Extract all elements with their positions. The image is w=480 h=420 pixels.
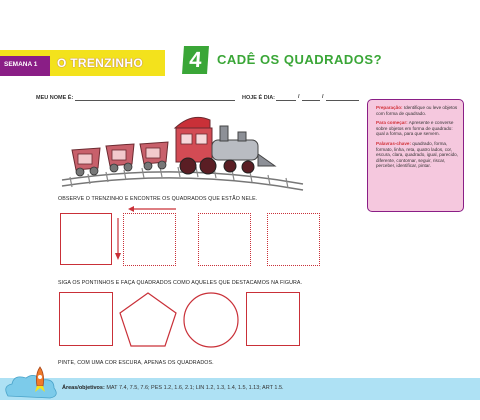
- section-title: O TRENZINHO: [57, 56, 143, 70]
- train-illustration: [60, 110, 305, 192]
- objectives-text: Áreas/objetivos: MAT 7.4, 7.5, 7.6; PES 1.2, 1.6, 2.1; LIN 1.2, 1.3, 1.4, 1.5, 1.13; ART 1.5.: [62, 385, 284, 391]
- dotted-square-trace[interactable]: [123, 213, 176, 266]
- date-year-line[interactable]: [326, 100, 359, 101]
- name-label: MEU NOME É:: [36, 95, 74, 101]
- start-note: Para começar: Apresente e converse sobre objetos em forma de quadrado: qual a forma, para que servem.: [376, 120, 454, 137]
- dotted-square-trace[interactable]: [267, 213, 320, 266]
- date-label: HOJE É DIA:: [242, 95, 276, 101]
- shape-circle[interactable]: [182, 291, 240, 349]
- week-label: SEMANA 1: [4, 61, 38, 68]
- date-month-line[interactable]: [302, 100, 320, 101]
- instruction-paint: PINTE, COM UMA COR ESCURA, APENAS OS QUADRADOS.: [58, 360, 214, 366]
- square-example: [60, 213, 112, 265]
- left-arrow-icon: [128, 205, 178, 213]
- prep-note: Preparação: Identifique ou leve objetos com forma de quadrado.: [376, 105, 458, 116]
- date-separator: /: [322, 94, 324, 100]
- teacher-notes-box: [367, 99, 464, 212]
- cloud-icon: [2, 372, 60, 402]
- rocket-icon: [32, 366, 48, 396]
- date-day-line[interactable]: [276, 100, 296, 101]
- down-arrow-icon: [114, 218, 122, 260]
- instruction-trace: SIGA OS PONTINHOS E FAÇA QUADRADOS COMO AQUELES QUE DESTACAMOS NA FIGURA.: [58, 280, 303, 286]
- instruction-observe: OBSERVE O TRENZINHO E ENCONTRE OS QUADRADOS QUE ESTÃO NELE.: [58, 196, 258, 202]
- shape-pentagon[interactable]: [118, 291, 178, 348]
- keywords-note: Palavras-chave: quadrado, forma, formato, linha, reta, quatro lados, cor, escura, clara, quadrado, igual, parecido, diferente, contornar, seguir, riscar, perceber, identificar, pintar.: [376, 140, 458, 169]
- activity-title: CADÊ OS QUADRADOS?: [217, 52, 383, 67]
- dotted-square-trace[interactable]: [198, 213, 251, 266]
- shape-square[interactable]: [59, 292, 113, 346]
- shape-square[interactable]: [246, 292, 300, 346]
- name-line[interactable]: [75, 100, 235, 101]
- activity-number: 4: [182, 46, 209, 74]
- date-separator: /: [298, 94, 300, 100]
- wagon-1: [72, 148, 100, 176]
